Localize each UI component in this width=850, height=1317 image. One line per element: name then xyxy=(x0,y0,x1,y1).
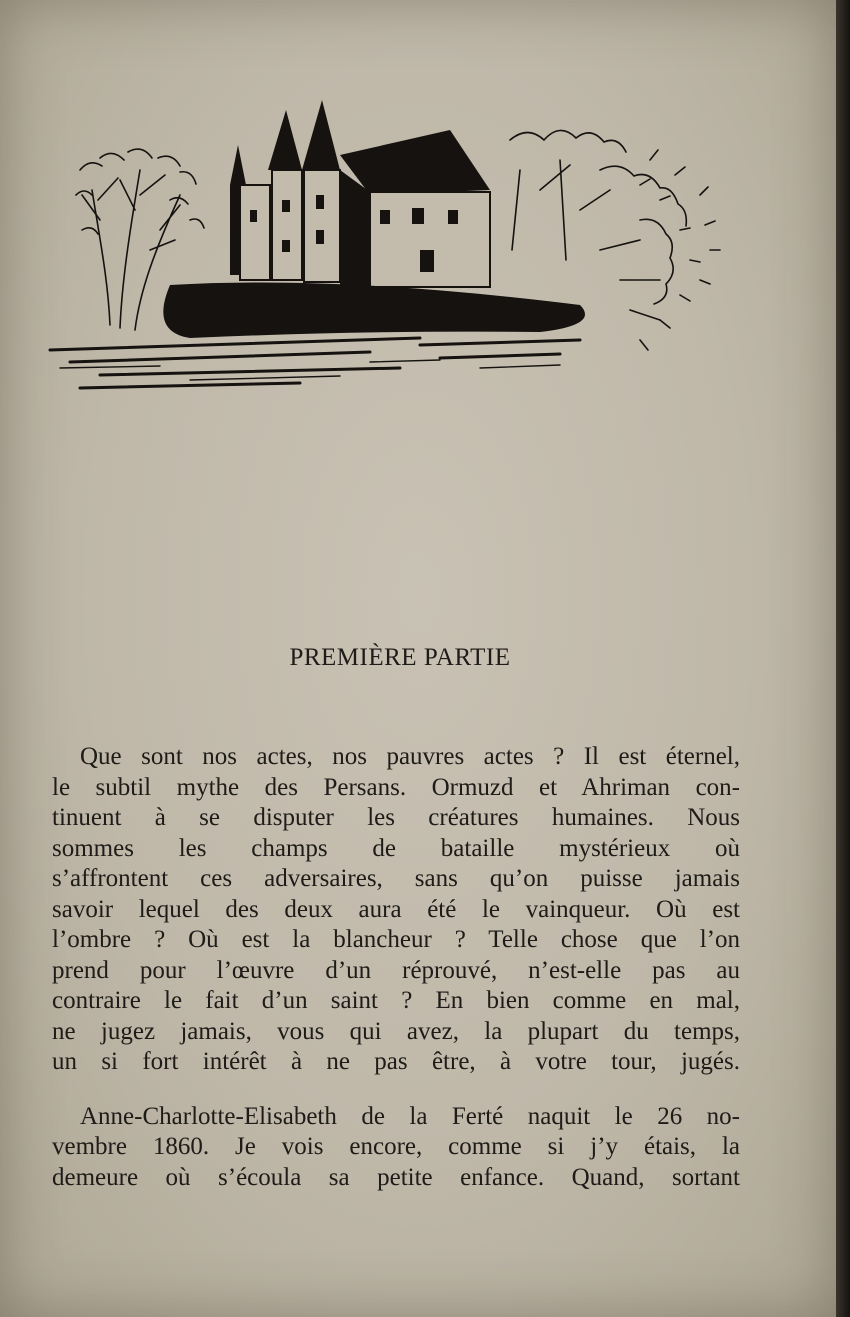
chateau-drawing xyxy=(40,100,730,400)
text-line: prend pour l’œuvre d’un réprouvé, n’est-elle pas au xyxy=(52,956,740,984)
paragraph-2 xyxy=(52,1102,740,1194)
part-title: PREMIÈRE PARTIE xyxy=(289,644,511,671)
page-edge-shadow xyxy=(836,0,850,1317)
text-line: Anne-Charlotte-Elisabeth de la Ferté naquit le 26 no- xyxy=(80,1102,740,1130)
text-line: un si fort intérêt à ne pas être, à votre tour, jugés. xyxy=(52,1048,740,1075)
text-line: tinuent à se disputer les créatures humaines. Nous xyxy=(52,804,740,831)
chateau-illustration-icon xyxy=(40,100,730,400)
text-line: sommes les champs de bataille mystérieux où xyxy=(52,834,740,862)
text-line: Que sont nos actes, nos pauvres actes ? Il est éternel, xyxy=(80,743,740,770)
text-line: contraire le fait d’un saint ? En bien comme en mal, xyxy=(52,987,740,1014)
text-line: le subtil mythe des Persans. Ormuzd et Ahriman con- xyxy=(52,773,740,801)
text-line: ne jugez jamais, vous qui avez, la plupart du temps, xyxy=(52,1017,740,1045)
text-line: vembre 1860. Je vois encore, comme si j’y étais, la xyxy=(52,1133,740,1160)
text-line: demeure où s’écoula sa petite enfance. Quand, sortant xyxy=(52,1163,740,1191)
text-line: savoir lequel des deux aura été le vainqueur. Où est xyxy=(52,895,740,923)
text-line: s’affrontent ces adversaires, sans qu’on puisse jamais xyxy=(52,865,740,892)
text-line: l’ombre ? Où est la blancheur ? Telle chose que l’on xyxy=(52,926,740,953)
body-text xyxy=(52,742,740,1193)
paragraph-1 xyxy=(52,742,740,1078)
